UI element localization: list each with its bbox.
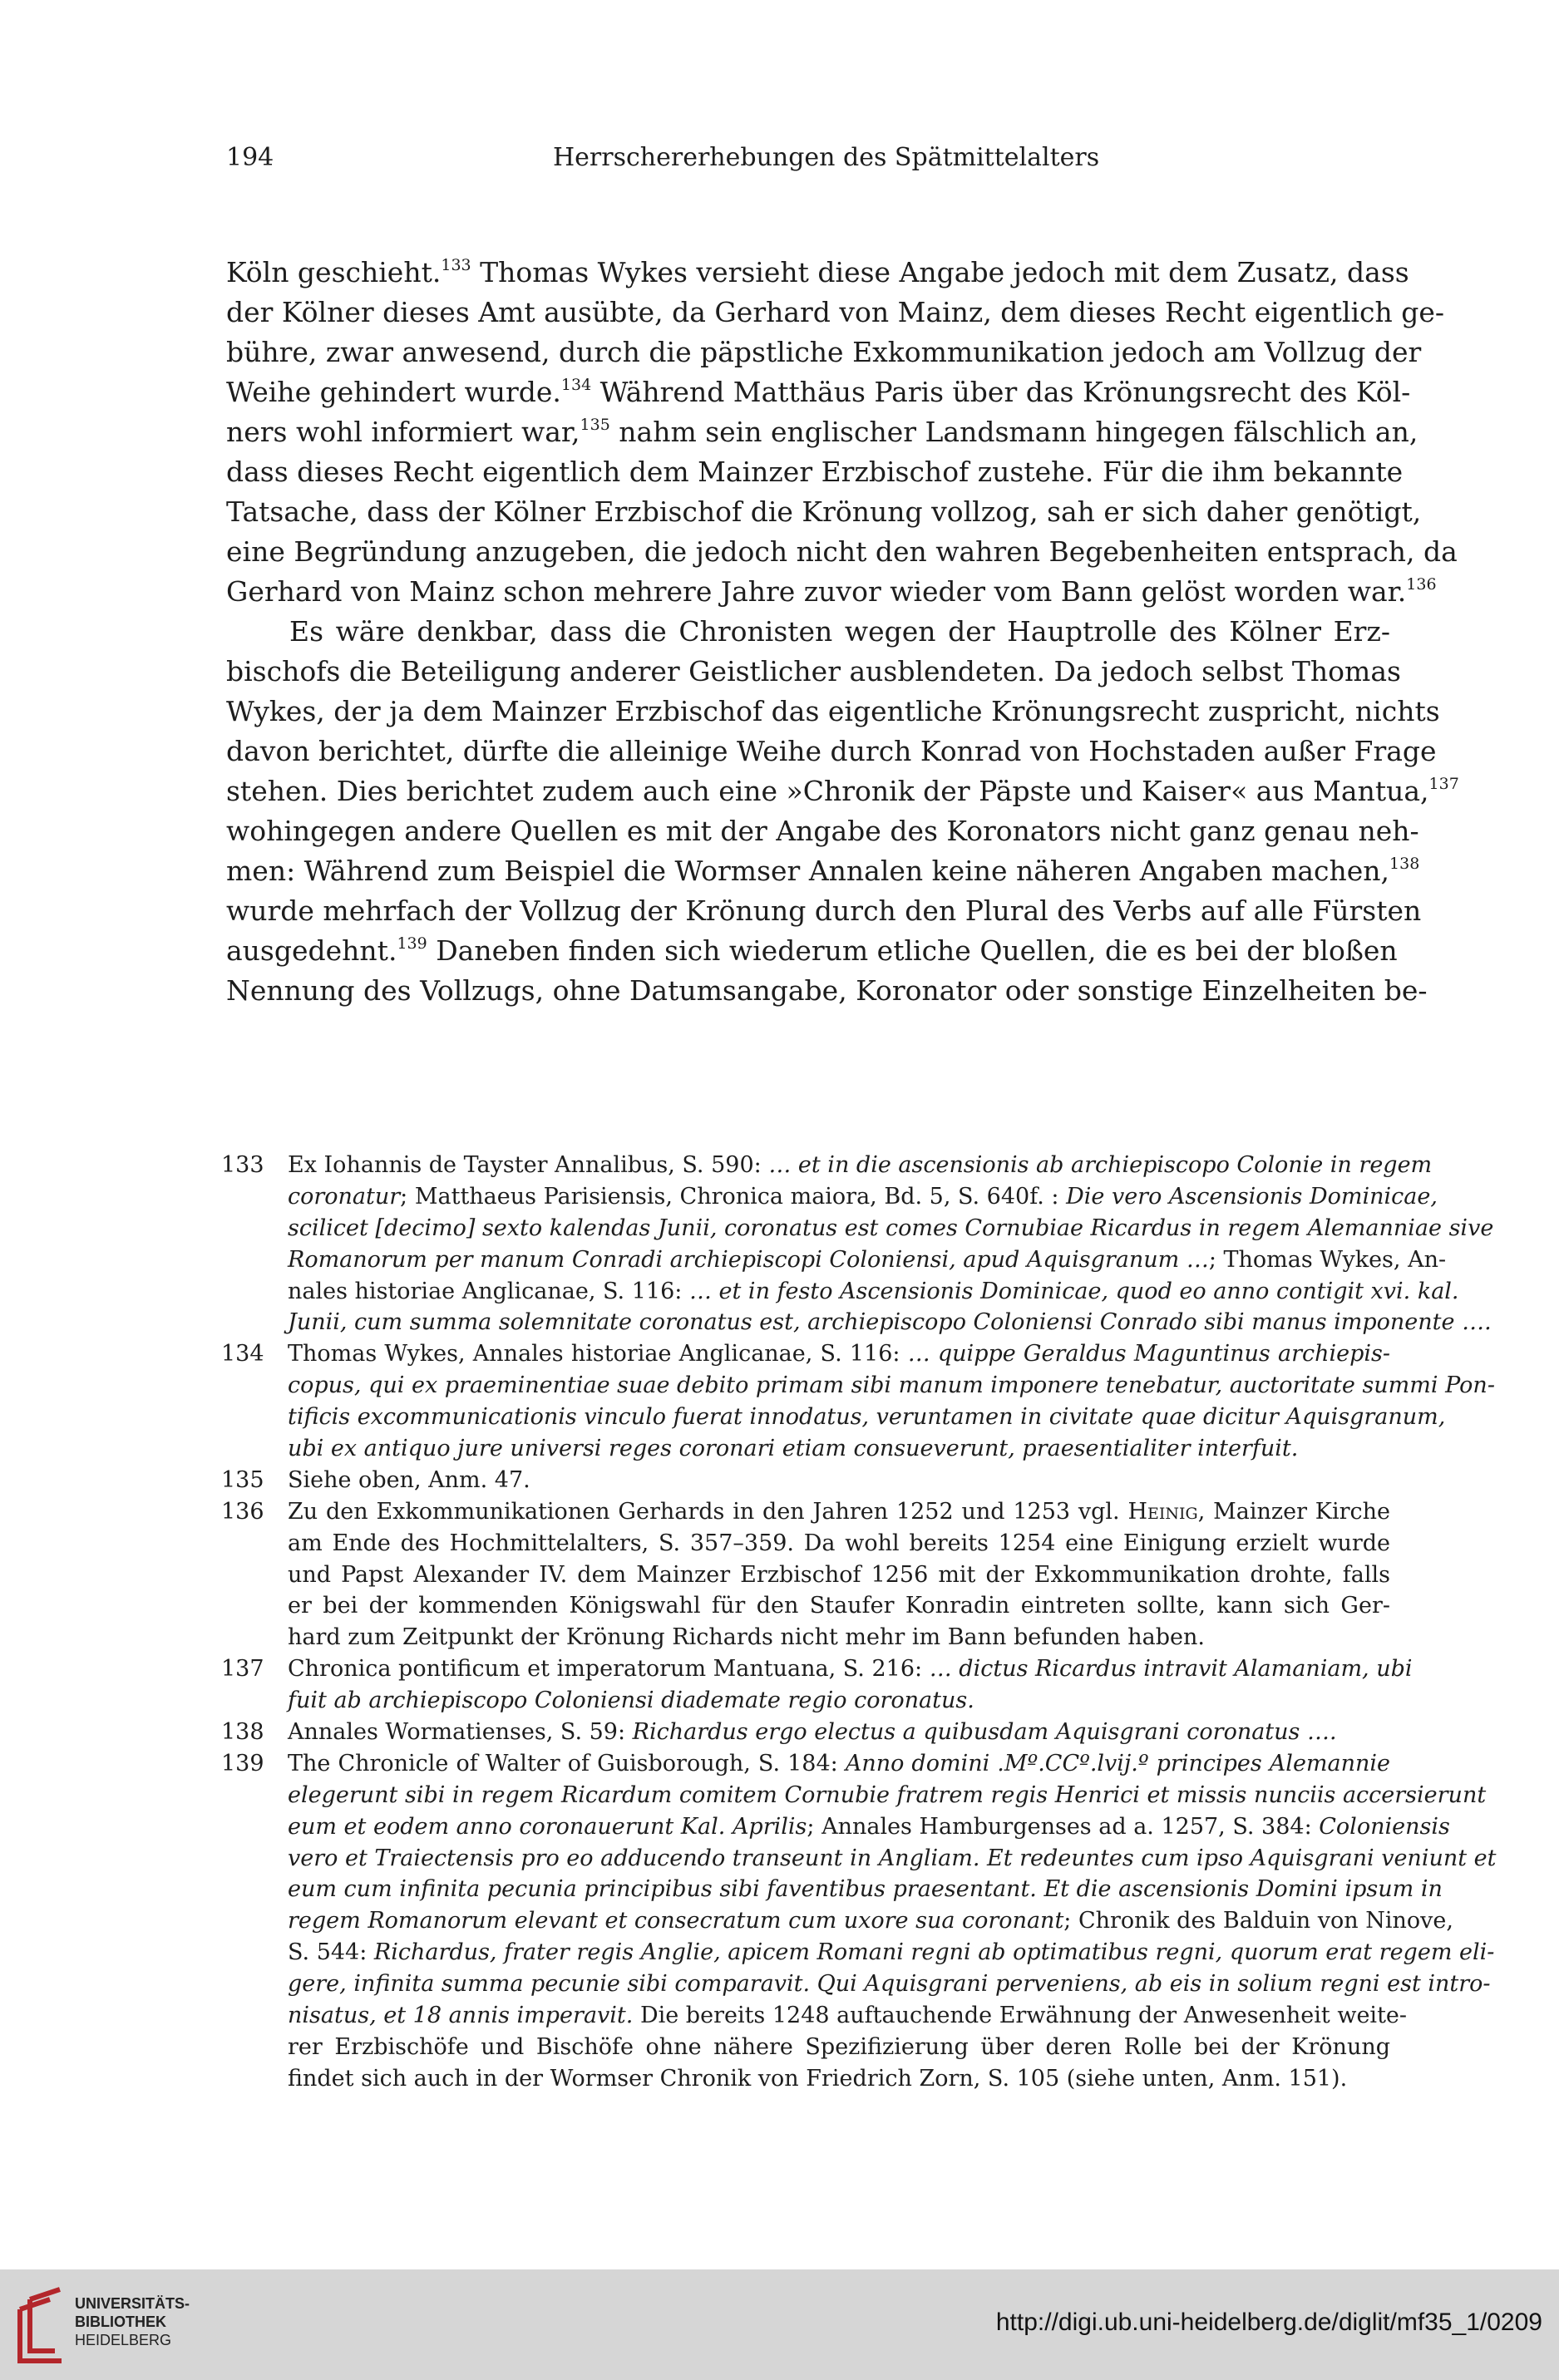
text-line: [226, 931, 1398, 971]
footnote-line: [221, 1905, 1453, 1937]
footnote-text: [288, 1496, 1390, 1528]
footnote-ref: 133: [441, 256, 471, 274]
footnote-line: [221, 1653, 1413, 1685]
footnote-number: 137: [221, 1656, 264, 1683]
text-span: Köln geschieht.: [226, 256, 442, 288]
text-line: Nennung des Vollzugs, ohne Datumsangabe, Koronator oder sonstige Einzelheiten be-: [226, 974, 1428, 1007]
footnote-ref: 137: [1428, 775, 1459, 793]
quote-span: scilicet [decimo] sexto kalendas Junii, coronatus est comes Cornubiae Ricardus in regem Alemanniae sive: [288, 1215, 1494, 1241]
text-span: Thomas Wykes versieht diese Angabe jedoch mit dem Zusatz, dass: [471, 256, 1409, 288]
quote-span: eum cum infinita pecunia principibus sibi faventibus praesentant. Et die ascensionis Domini ipsum in: [288, 1876, 1443, 1903]
quote-span: Romanorum per manum Conradi archiepiscopi Coloniensi, apud Aquisgranum …: [288, 1246, 1209, 1273]
footnote-number: 139: [221, 1750, 264, 1776]
author-name: Heinig: [1127, 1498, 1198, 1525]
text-line: Wykes, der ja dem Mainzer Erzbischof das eigentliche Krönungsrecht zuspricht, nichts: [226, 695, 1440, 727]
text-line: eine Begründung anzugeben, die jedoch nicht den wahren Begebenheiten entsprach, da: [226, 535, 1458, 568]
footnote-text: [288, 1937, 1495, 1969]
text-line: wurde mehrfach der Vollzug der Krönung durch den Plural des Verbs auf alle Fürsten: [226, 894, 1422, 927]
quote-span: coronatur: [288, 1183, 401, 1210]
footnote-line: [221, 1244, 1447, 1276]
text-span: Zu den Exkommunikationen Gerhards in den Jahren 1252 und 1253 vgl.: [288, 1498, 1128, 1525]
footnote-text: [288, 1307, 1492, 1338]
text-span: stehen. Dies berichtet zudem auch eine »Chronik der Päpste und Kaiser« aus Mantua,: [226, 775, 1429, 807]
library-name: [75, 2294, 190, 2349]
logo-stroke: [20, 2299, 50, 2309]
footnote-line: [221, 1843, 1497, 1875]
text-span: Weihe gehindert wurde.: [226, 376, 561, 408]
text-line: wohingegen andere Quellen es mit der Angabe des Koronators nicht ganz genau neh-: [226, 815, 1419, 847]
footnote-text: [288, 1213, 1494, 1244]
text-span: men: Während zum Beispiel die Wormser Annalen keine näheren Angaben machen,: [226, 855, 1390, 887]
text-span: Gerhard von Mainz schon mehrere Jahre zuvor wieder vom Bann gelöst worden war.: [226, 575, 1407, 608]
quote-span: elegerunt sibi in regem Ricardum comitem Cornubie fratrem regis Henrici et missis nunciis accersierunt: [288, 1781, 1487, 1808]
footnote-text: [288, 1244, 1447, 1276]
footnote-text: und Papst Alexander IV. dem Mainzer Erzbischof 1256 mit der Exkommunikation drohte, falls: [288, 1561, 1390, 1588]
footnote-line: [221, 1402, 1446, 1433]
quote-span: Richardus, frater regis Anglie, apicem Romani regni ab optimatibus regni, quorum erat regem eli-: [373, 1939, 1495, 1966]
footnote-line: [221, 1370, 1495, 1402]
text-span: S. 544:: [288, 1939, 374, 1966]
footnote-text: [288, 1905, 1453, 1937]
text-span: Chronica pontificum et imperatorum Mantuana, S. 216:: [288, 1656, 930, 1683]
footnote-text: rer Erzbischöfe und Bischöfe ohne nähere Spezifizierung über deren Rolle bei der Krönung: [288, 2033, 1390, 2060]
footnote-line: [221, 1622, 1390, 1653]
footnote-text: [288, 1748, 1390, 1780]
footnote-text: [288, 1843, 1497, 1875]
footnote-line: [221, 1433, 1390, 1465]
footnote-ref: 134: [560, 376, 592, 394]
footnote-line: [221, 1937, 1495, 1969]
quote-span: copus, qui ex praeminentiae suae debito primam sibi manum imponere tenebatur, auctoritate summi Pon-: [288, 1372, 1495, 1399]
quote-span: tificis excommunicationis vinculo fuerat innodatus, veruntamen in civitate quae dicitur Aquisgranum,: [288, 1404, 1446, 1431]
page-url-link[interactable]: http://digi.ub.uni-heidelberg.de/diglit/mf35_1/0209: [995, 2309, 1542, 2336]
text-span: ; Annales Hamburgenses ad a. 1257, S. 384:: [807, 1813, 1320, 1840]
text-span: , Mainzer Kirche: [1197, 1498, 1391, 1525]
text-line: bühre, zwar anwesend, durch die päpstliche Exkommunikation jedoch am Vollzug der: [226, 336, 1422, 368]
footnote-line: [221, 1748, 1390, 1780]
text-line: der Kölner dieses Amt ausübte, da Gerhard von Mainz, dem dieses Recht eigentlich ge-: [226, 296, 1445, 328]
footnote-line: [221, 1276, 1459, 1308]
footnote-ref: 138: [1389, 855, 1420, 873]
footnote-line: [221, 2063, 1390, 2095]
text-line: [226, 771, 1459, 811]
footnote-line: [221, 1181, 1438, 1213]
quote-span: Coloniensis: [1319, 1813, 1450, 1840]
text-span: Thomas Wykes, Annales historiae Anglicanae, S. 116:: [288, 1341, 908, 1367]
footnote-line: [221, 1465, 1390, 1496]
footnote-line: [221, 1496, 1390, 1528]
footnote-text: [288, 1150, 1433, 1181]
footnote-text: [288, 1338, 1390, 1370]
footnote-text: [288, 1969, 1491, 2000]
text-line: Es wäre denkbar, dass die Chronisten wegen der Hauptrolle des Kölner Erz-: [289, 615, 1390, 648]
text-span: Daneben finden sich wiederum etliche Quellen, die es bei der bloßen: [427, 934, 1398, 967]
footnote-text: [288, 1685, 1390, 1717]
quote-span: Richardus ergo electus a quibusdam Aquisgrani coronatus ….: [632, 1719, 1337, 1746]
footnote-line: [221, 1874, 1443, 1905]
footnote-text: [288, 2000, 1408, 2032]
text-span: ; Matthaeus Parisiensis, Chronica maiora, Bd. 5, S. 640f. :: [400, 1183, 1067, 1210]
footnote-line: [221, 2032, 1390, 2063]
footnote-line: [221, 1969, 1491, 2000]
footnote-text: [288, 1653, 1413, 1685]
text-line: [226, 372, 1411, 412]
footnote-number: 135: [221, 1466, 264, 1493]
text-line: davon berichtet, dürfte die alleinige Weihe durch Konrad von Hochstaden außer Frage: [226, 735, 1437, 767]
footnote-line: [221, 1560, 1390, 1591]
footnote-text: hard zum Zeitpunkt der Krönung Richards nicht mehr im Bann befunden haben.: [288, 1624, 1205, 1651]
text-span: Ex Iohannis de Tayster Annalibus, S. 590:: [288, 1152, 769, 1178]
footnote-text: am Ende des Hochmittelalters, S. 357–359. Da wohl bereits 1254 eine Einigung erzielt wurde: [288, 1530, 1390, 1556]
footnote-line: [221, 1685, 1390, 1717]
quote-span: … et in die ascensionis ab archiepiscopo Colonie in regem: [768, 1152, 1433, 1178]
text-span: ners wohl informiert war,: [226, 416, 580, 448]
quote-span: gere, infinita summa pecunie sibi comparavit. Qui Aquisgrani perveniens, ab eis in solium regni est intro-: [288, 1971, 1491, 1998]
quote-span: Anno domini .Mº.CCº.lvij.º principes Alemannie: [845, 1750, 1391, 1776]
footnote-text: [288, 1276, 1459, 1308]
running-head: Herrschererhebungen des Spätmittelalters: [553, 143, 1100, 172]
footnote-text: Siehe oben, Anm. 47.: [288, 1466, 530, 1493]
footnote-text: [288, 1433, 1390, 1465]
main-text: [226, 253, 1459, 1011]
quote-span: ubi ex antiquo jure universi reges coronari etiam consueverunt, praesentialiter interfuit.: [288, 1436, 1299, 1462]
footnote-text: [288, 1717, 1390, 1748]
footnote-line: [221, 2000, 1408, 2032]
text-span: nahm sein englischer Landsmann hingegen fälschlich an,: [609, 416, 1418, 448]
footnote-number: 136: [221, 1498, 264, 1525]
footnote-text: [288, 1370, 1495, 1402]
footnote-line: [221, 1338, 1390, 1370]
quote-span: … dictus Ricardus intravit Alamaniam, ubi: [929, 1656, 1413, 1683]
footnote-ref: 139: [397, 934, 427, 953]
text-span: Die bereits 1248 auftauchende Erwähnung der Anwesenheit weite-: [633, 2003, 1408, 2029]
text-span: Annales Wormatienses, S. 59:: [288, 1719, 633, 1746]
text-line: [226, 412, 1418, 452]
footnote-text: findet sich auch in der Wormser Chronik von Friedrich Zorn, S. 105 (siehe unten, Anm. 151).: [288, 2065, 1348, 2092]
quote-span: Die vero Ascensionis Dominicae,: [1066, 1183, 1438, 1210]
footnote-line: [221, 1780, 1487, 1811]
text-span: Während Matthäus Paris über das Krönungsrecht des Köl-: [591, 376, 1411, 408]
text-span: ; Chronik des Balduin von Ninove,: [1063, 1908, 1453, 1934]
footnote-line: [221, 1811, 1450, 1843]
quote-span: regem Romanorum elevant et consecratum cum uxore sua coronant: [288, 1908, 1064, 1934]
library-name-line: BIBLIOTHEK: [75, 2313, 166, 2330]
page-header: [226, 143, 1390, 185]
footnote-text: [288, 1874, 1443, 1905]
text-span: nales historiae Anglicanae, S. 116:: [288, 1278, 689, 1304]
footnotes: [221, 1150, 1497, 2095]
text-line: Tatsache, dass der Kölner Erzbischof die Krönung vollzog, sah er sich daher genötigt,: [226, 495, 1422, 528]
footnote-line: [221, 1590, 1390, 1622]
text-line: [226, 851, 1420, 891]
quote-span: … et in festo Ascensionis Dominicae, quod eo anno contigit xvi. kal.: [688, 1278, 1459, 1304]
text-line: [226, 253, 1409, 293]
footnote-number: 138: [221, 1719, 264, 1746]
text-span: ; Thomas Wykes, An-: [1208, 1246, 1447, 1273]
footnote-text: [288, 1181, 1438, 1213]
text-line: dass dieses Recht eigentlich dem Mainzer Erzbischof zustehe. Für die ihm bekannte: [226, 456, 1404, 488]
text-span: ausgedehnt.: [226, 934, 397, 967]
library-name-line: HEIDELBERG: [75, 2332, 172, 2348]
quote-span: Junii, cum summa solemnitate coronatus est, archiepiscopo Coloniensi Conrado sibi manus imponente ….: [288, 1309, 1492, 1336]
footnote-line: [221, 1307, 1492, 1338]
quote-span: fuit ab archiepiscopo Coloniensi diademate regio coronatus.: [288, 1688, 974, 1714]
footnote-line: [221, 1150, 1433, 1181]
text-line: bischofs die Beteiligung anderer Geistlicher ausblendeten. Da jedoch selbst Thomas: [226, 655, 1401, 687]
footnote-ref: 136: [1406, 575, 1437, 594]
text-span: The Chronicle of Walter of Guisborough, S. 184:: [288, 1750, 846, 1776]
footnote-text: [288, 1402, 1446, 1433]
quote-span: … quippe Geraldus Maguntinus archiepis-: [907, 1341, 1390, 1367]
footnote-number: 134: [221, 1341, 264, 1367]
logo-stroke: [30, 2289, 60, 2299]
page-number: 194: [226, 143, 274, 172]
footnote-line: [221, 1528, 1390, 1560]
footnote-text: [288, 1811, 1450, 1843]
footnote-line: [221, 1213, 1494, 1244]
quote-span: vero et Traiectensis pro eo adducendo transeunt in Angliam. Et redeuntes cum ipso Aquisgrani veniunt et: [288, 1845, 1497, 1871]
footnote-number: 133: [221, 1152, 264, 1178]
footnote-line: [221, 1717, 1390, 1748]
footnote-text: [288, 1780, 1487, 1811]
footnote-ref: 135: [580, 416, 610, 434]
footnote-text: er bei der kommenden Königswahl für den Staufer Konradin eintreten sollte, kann sich Ger-: [288, 1593, 1390, 1619]
quote-span: nisatus, et 18 annis imperavit.: [288, 2003, 634, 2029]
library-name-line: UNIVERSITÄTS-: [75, 2295, 190, 2312]
text-line: [226, 572, 1437, 612]
library-logo-icon: [13, 2284, 72, 2368]
quote-span: eum et eodem anno coronauerunt Kal. Aprilis: [288, 1813, 807, 1840]
